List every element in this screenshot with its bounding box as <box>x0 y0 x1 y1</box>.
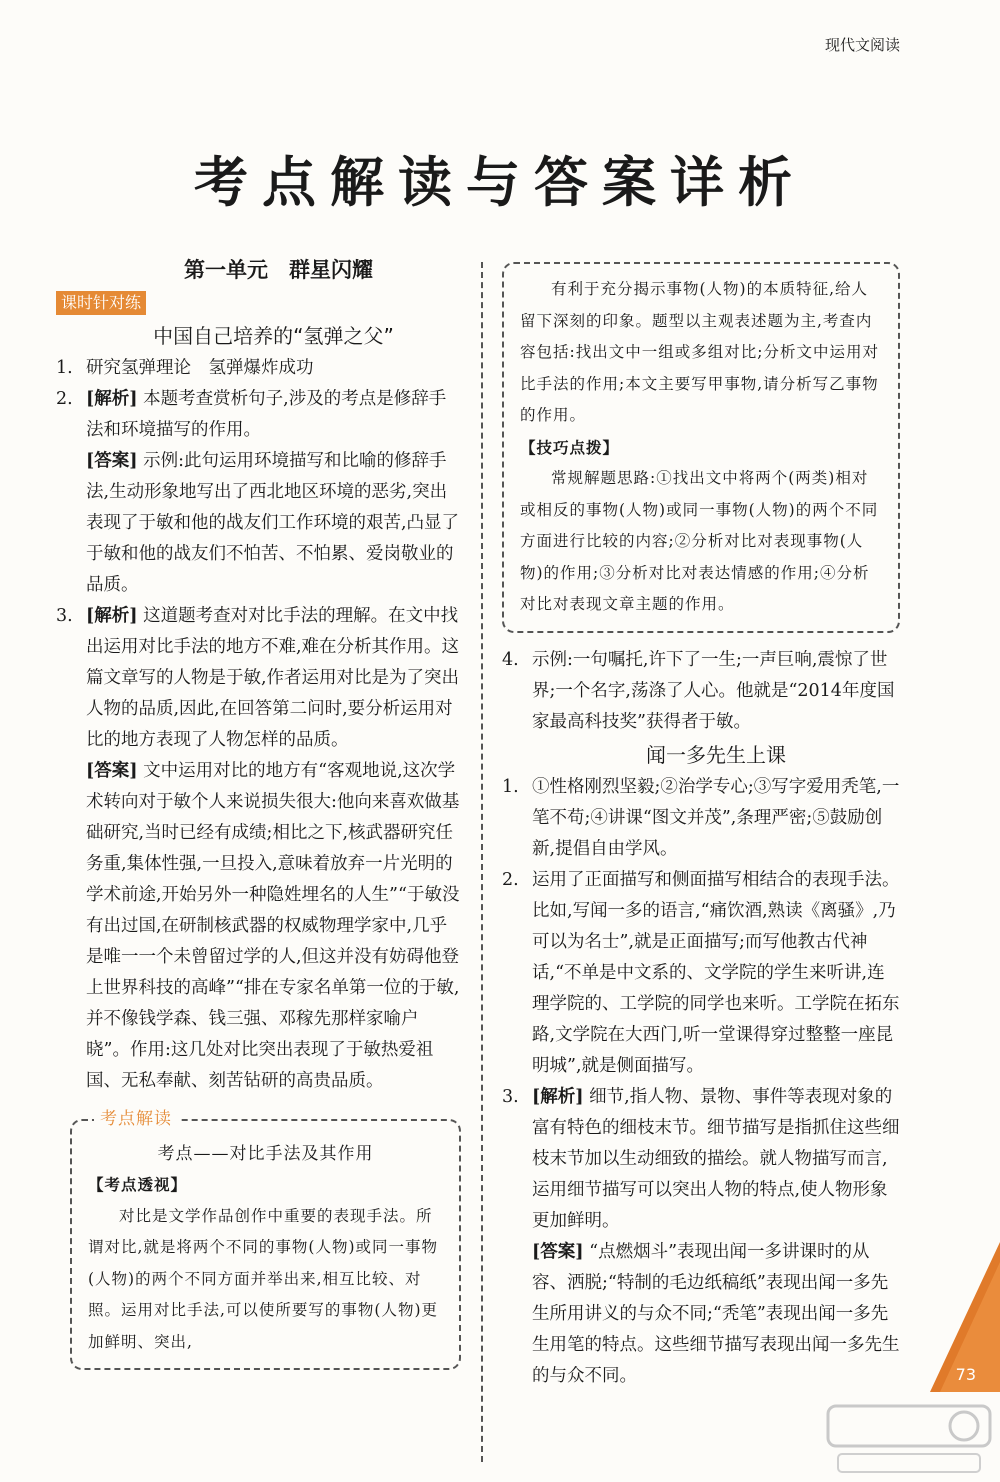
box-subtitle: 考点——对比手法及其作用 <box>157 1144 374 1164</box>
item-text: 本题考查赏析句子,涉及的考点是修辞手法和环境描写的作用。 <box>86 389 447 440</box>
box-text: 有利于充分揭示事物(人物)的本质特征,给人留下深刻的印象。题型以主观表述题为主,考查内容包括:找出文中一组或多组对比;分析文中运用对比手法的作用;本文主要写甲事物,请分析写乙事物的作用。 <box>520 280 879 424</box>
page-number: 73 <box>955 1365 976 1384</box>
answer-item <box>502 645 900 738</box>
box-text: 对比是文学作品创作中重要的表现手法。所谓对比,就是将两个不同的事物(人物)或同一事物(人物)的两个不同方面并举出来,相互比较、对照。运用对比手法,可以使所要写的事物(人物)更加鲜明、突出, <box>88 1206 439 1351</box>
item-text: ①性格刚烈坚毅;②治学专心;③写字爱用秃笔,一笔不苟;④讲课“图文并茂”,条理严密;⑤鼓励创新,提倡自由学风。 <box>532 776 900 859</box>
section-title: 中国自己培养的“氢弹之父” <box>153 324 394 348</box>
analysis-tag: [解析] <box>86 606 138 626</box>
answer-item <box>56 601 461 756</box>
item-text: 示例:一句嘱托,许下了一生;一声巨响,震惊了世界;一个名字,荡涤了人心。他就是“2014年度国家最高科技奖”获得者于敏。 <box>532 649 895 732</box>
answer-item <box>502 865 900 1082</box>
box-heading: 【技巧点拨】 <box>520 437 620 457</box>
item-number: 2. <box>56 389 73 409</box>
answer-tag: [答案] <box>86 761 138 781</box>
answer-paragraph <box>56 756 461 1097</box>
left-column <box>56 255 461 1370</box>
item-text: 运用了正面描写和侧面描写相结合的表现手法。比如,写闻一多的语言,“痛饮酒,熟读《离骚》,乃可以为名士”,就是正面描写;而写他教古代神话,“不单是中文系的、文学院的学生来听讲,连理学院的、工学院的同学也来听。工学院在拓东路,文学院在大西门,听一堂课得穿过整整一座昆明城”,就是侧面描写。 <box>532 869 900 1076</box>
item-text: 研究氢弹理论 氢弹爆炸成功 <box>86 358 314 378</box>
item-number: 1. <box>56 358 73 378</box>
answer-item <box>56 353 461 384</box>
item-number: 2. <box>502 869 519 890</box>
answer-tag: [答案] <box>86 451 138 471</box>
section-title: 闻一多先生上课 <box>646 742 786 767</box>
item-number: 1. <box>502 776 519 797</box>
practice-badge: 课时针对练 <box>56 291 146 315</box>
answer-tag: [答案] <box>532 1241 584 1262</box>
item-text: 细节,指人物、景物、事件等表现对象的富有特色的细枝末节。细节描写是指抓住这些细枝末节加以生动细致的描绘。就人物描写而言,运用细节描写可以突出人物的特点,使人物形象更加鲜明。 <box>532 1086 900 1231</box>
item-text: 示例:此句运用环境描写和比喻的修辞手法,生动形象地写出了西北地区环境的恶劣,突出表现了于敏和他的战友们工作环境的艰苦,凸显了于敏和他的战友们不怕苦、不怕累、爱岗敬业的品质。 <box>86 451 460 595</box>
answer-paragraph <box>502 1237 900 1392</box>
key-point-box <box>70 1109 461 1370</box>
analysis-tag: [解析] <box>86 389 138 409</box>
item-number: 3. <box>502 1086 519 1107</box>
item-number: 3. <box>56 606 73 626</box>
right-column <box>502 262 900 1392</box>
item-text: 这道题考查对对比手法的理解。在文中找出运用对比手法的地方不难,难在分析其作用。这篇文章写的人物是于敏,作者运用对比是为了突出人物的品质,因此,在回答第二问时,要分析运用对比的地方表现了人物怎样的品质。 <box>86 606 460 750</box>
analysis-tag: [解析] <box>532 1086 584 1107</box>
box-label: 考点解读 <box>94 1104 178 1136</box>
box-text: 常规解题思路:①找出文中将两个(两类)相对或相反的事物(人物)或同一事物(人物)的两个不同方面进行比较的内容;②分析对比对表现事物(人物)的作用;③分析对比对表达情感的作用;④分析对比对表现文章主题的作用。 <box>520 469 879 613</box>
answer-item <box>56 384 461 446</box>
answer-paragraph <box>56 446 461 601</box>
box-heading: 【考点透视】 <box>88 1175 188 1194</box>
answer-item <box>502 772 900 865</box>
unit-title: 第一单元 群星闪耀 <box>184 258 373 282</box>
header-tag: 现代文阅读 <box>824 36 900 54</box>
column-divider <box>481 262 483 1462</box>
page-title: 考点解读与答案详析 <box>194 150 806 214</box>
watermark-logo <box>824 1402 994 1478</box>
item-text: “点燃烟斗”表现出闻一多讲课时的从容、洒脱;“特制的毛边纸稿纸”表现出闻一多先生所用讲义的与众不同;“秃笔”表现出闻一多先生用笔的特点。这些细节描写表现出闻一多先生的与众不同。 <box>532 1241 900 1386</box>
key-point-box-continued <box>502 262 900 633</box>
item-text: 文中运用对比的地方有“客观地说,这次学术转向对于敏个人来说损失很大:他向来喜欢做基础研究,当时已经有成绩;相比之下,核武器研究任务重,集体性强,一旦投入,意味着放弃一片光明的学术前途,开始另外一种隐姓埋名的人生”“于敏没有出过国,在研制核武器的权威物理学家中,几乎是唯一一个未曾留过学的人,但这并没有妨碍他登上世界科技的高峰”“排在专家名单第一位的于敏,并不像钱学森、钱三强、邓稼先那样家喻户晓”。作用:这几处对比突出表现了于敏热爱祖国、无私奉献、刻苦钻研的高贵品质。 <box>86 761 460 1091</box>
item-number: 4. <box>502 649 519 670</box>
answer-item <box>502 1082 900 1237</box>
